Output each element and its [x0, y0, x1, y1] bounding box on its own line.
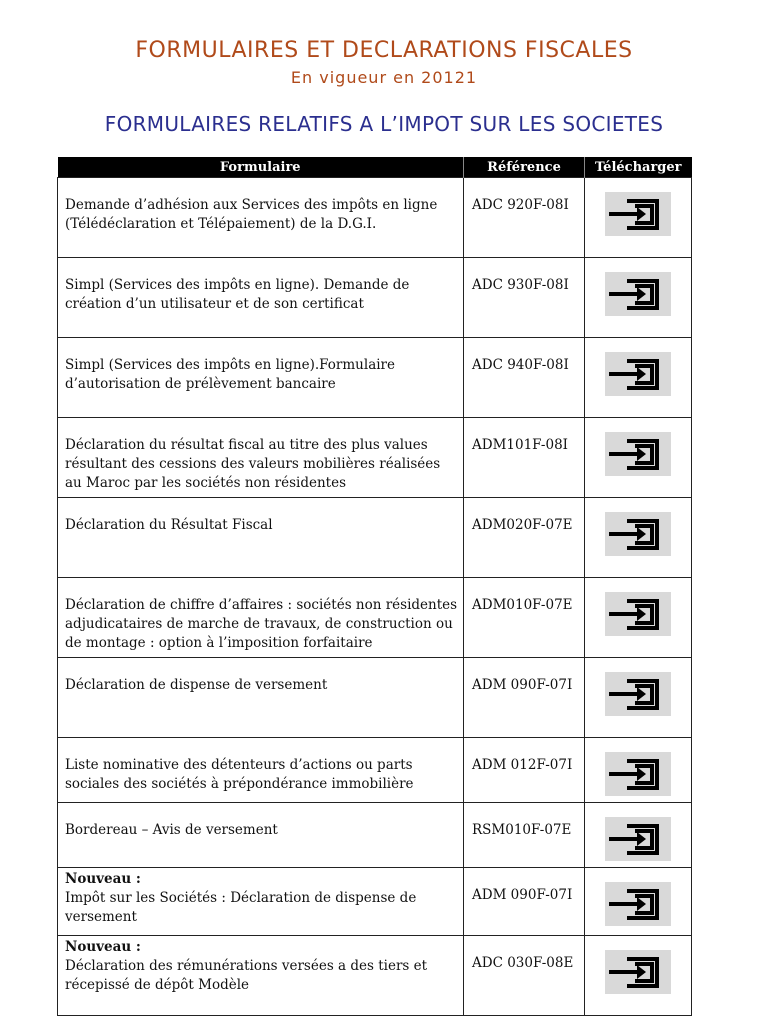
form-reference: ADC 930F-08I: [472, 277, 569, 293]
download-arrow-icon[interactable]: [605, 352, 671, 396]
forms-table: [57, 157, 692, 1016]
section-title: FORMULAIRES RELATIFS A L’IMPOT SUR LES SOCIETES: [104, 112, 664, 136]
reference-cell: [464, 338, 585, 418]
download-arrow-icon[interactable]: [605, 432, 671, 476]
table-row: [58, 868, 692, 936]
form-description-cell: [58, 868, 464, 936]
download-arrow-icon[interactable]: [605, 192, 671, 236]
reference-cell: [464, 498, 585, 578]
form-description-cell: [58, 418, 464, 498]
download-cell: [585, 498, 692, 578]
download-cell: [585, 338, 692, 418]
download-cell: [585, 936, 692, 1016]
download-arrow-icon[interactable]: [605, 672, 671, 716]
form-description: Déclaration du résultat fiscal au titre des plus values résultant des cessions des valeurs mobilières réalisées au Maroc par les sociétés non résidentes: [65, 437, 441, 491]
column-header-formulaire: Formulaire: [58, 157, 464, 178]
form-description-cell: [58, 738, 464, 803]
download-cell: [585, 258, 692, 338]
reference-cell: [464, 658, 585, 738]
form-description: Liste nominative des détenteurs d’actions ou parts sociales des sociétés à prépondérance immobilière: [65, 757, 414, 792]
column-header-telecharger: Télécharger: [585, 157, 692, 178]
table-row: [58, 578, 692, 658]
reference-cell: [464, 868, 585, 936]
form-reference: ADC 940F-08I: [472, 357, 569, 373]
form-reference: ADC 030F-08E: [472, 955, 574, 971]
table-header-row: [58, 157, 692, 178]
form-description-cell: [58, 803, 464, 868]
reference-cell: [464, 258, 585, 338]
form-description-cell: [58, 658, 464, 738]
table-row: [58, 498, 692, 578]
form-description: Déclaration de chiffre d’affaires : sociétés non résidentes adjudicataires de marche de travaux, de construction ou de montage : option à l’imposition forfaitaire: [65, 597, 458, 651]
reference-cell: [464, 178, 585, 258]
form-reference: RSM010F-07E: [472, 822, 572, 838]
reference-cell: [464, 936, 585, 1016]
form-reference: ADM 012F-07I: [472, 757, 573, 773]
document-title: FORMULAIRES ET DECLARATIONS FISCALES: [135, 38, 633, 63]
table-row: [58, 738, 692, 803]
form-description-cell: [58, 578, 464, 658]
table-row: [58, 936, 692, 1016]
download-arrow-icon[interactable]: [605, 512, 671, 556]
download-cell: [585, 178, 692, 258]
form-description: Déclaration de dispense de versement: [65, 677, 328, 693]
download-cell: [585, 418, 692, 498]
table-row: [58, 338, 692, 418]
download-arrow-icon[interactable]: [605, 950, 671, 994]
form-reference: ADM 090F-07I: [472, 887, 573, 903]
form-description-cell: [58, 178, 464, 258]
download-arrow-icon[interactable]: [605, 817, 671, 861]
table-row: [58, 658, 692, 738]
reference-cell: [464, 578, 585, 658]
reference-cell: [464, 803, 585, 868]
nouveau-label: Nouveau :: [65, 871, 141, 887]
form-description: Déclaration du Résultat Fiscal: [65, 517, 273, 533]
table-row: [58, 178, 692, 258]
download-cell: [585, 738, 692, 803]
form-description-cell: [58, 338, 464, 418]
form-reference: ADM 090F-07I: [472, 677, 573, 693]
table-row: [58, 803, 692, 868]
form-reference: ADC 920F-08I: [472, 197, 569, 213]
form-description-cell: [58, 936, 464, 1016]
form-description-cell: [58, 258, 464, 338]
download-arrow-icon[interactable]: [605, 272, 671, 316]
download-arrow-icon[interactable]: [605, 882, 671, 926]
download-cell: [585, 803, 692, 868]
reference-cell: [464, 418, 585, 498]
form-description: Bordereau – Avis de versement: [65, 822, 278, 838]
download-arrow-icon[interactable]: [605, 592, 671, 636]
table-row: [58, 258, 692, 338]
table-row: [58, 418, 692, 498]
form-description: Déclaration des rémunérations versées a des tiers et récepissé de dépôt Modèle: [65, 958, 428, 993]
form-description: Simpl (Services des impôts en ligne). Demande de création d’un utilisateur et de son certificat: [65, 277, 410, 312]
download-cell: [585, 578, 692, 658]
reference-cell: [464, 738, 585, 803]
nouveau-label: Nouveau :: [65, 939, 141, 955]
download-cell: [585, 868, 692, 936]
form-reference: ADM010F-07E: [472, 597, 573, 613]
download-cell: [585, 658, 692, 738]
form-description: Demande d’adhésion aux Services des impôts en ligne (Télédéclaration et Télépaiement) de la D.G.I.: [65, 197, 438, 232]
form-reference: ADM020F-07E: [472, 517, 573, 533]
document-subtitle: En vigueur en 20121: [290, 68, 478, 87]
form-reference: ADM101F-08I: [472, 437, 568, 453]
download-arrow-icon[interactable]: [605, 752, 671, 796]
form-description: Impôt sur les Sociétés : Déclaration de dispense de versement: [65, 890, 417, 925]
form-description: Simpl (Services des impôts en ligne).Formulaire d’autorisation de prélèvement bancaire: [65, 357, 395, 392]
column-header-reference: Référence: [464, 157, 585, 178]
form-description-cell: [58, 498, 464, 578]
